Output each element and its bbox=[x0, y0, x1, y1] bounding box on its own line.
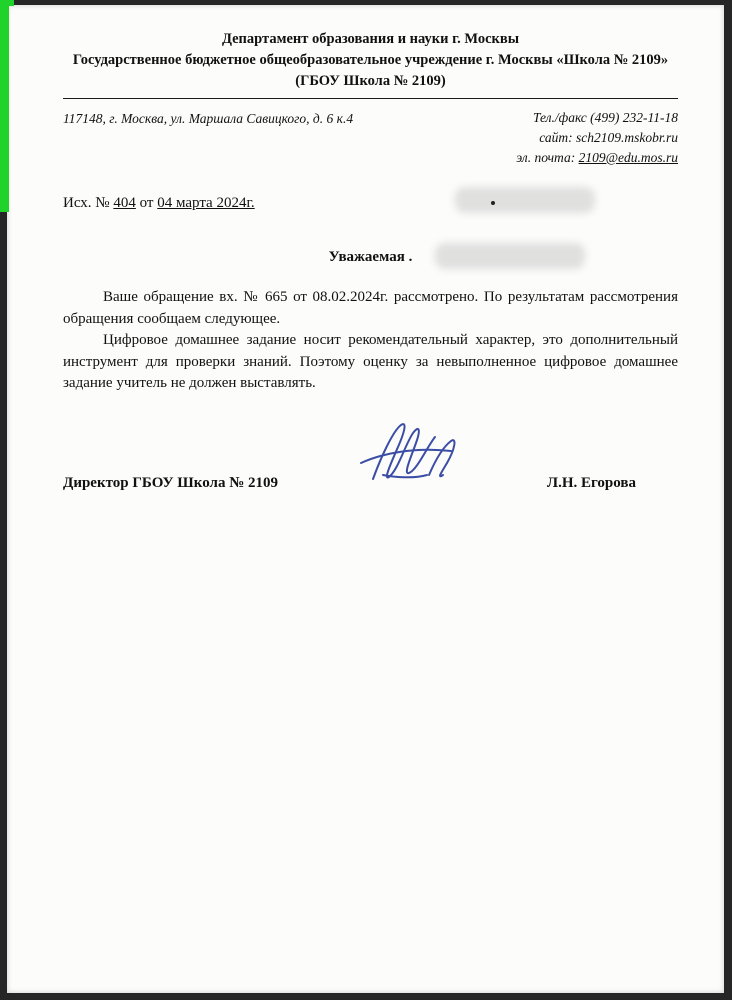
phone-fax: Тел./факс (499) 232-11-18 bbox=[532, 110, 678, 125]
letterhead-department: Департамент образования и науки г. Москвы bbox=[221, 31, 520, 47]
email-address: 2109@edu.mos.ru bbox=[578, 150, 678, 165]
ref-number: 404 bbox=[113, 195, 136, 211]
letterhead bbox=[63, 29, 678, 92]
letterhead-institution: Государственное бюджетное общеобразовательное учреждение г. Москвы «Школа № 2109» bbox=[72, 52, 669, 68]
signer-name: Л.Н. Егорова bbox=[546, 474, 636, 491]
letter-content bbox=[7, 5, 724, 492]
email-label: эл. почта: bbox=[516, 150, 579, 165]
letter-page bbox=[7, 5, 724, 993]
signature-block bbox=[63, 475, 678, 492]
scan-artifact-green-strip bbox=[0, 0, 9, 212]
ref-separator: от bbox=[139, 195, 154, 211]
salutation-text: Уважаемая bbox=[328, 249, 405, 265]
handwritten-signature bbox=[343, 417, 471, 495]
ref-date: 04 марта 2024г. bbox=[157, 195, 255, 211]
redacted-area bbox=[455, 187, 595, 213]
email-line bbox=[516, 148, 678, 168]
salutation-trailing: . bbox=[408, 249, 413, 265]
body-paragraph-1: Ваше обращение вх. № 665 от 08.02.2024г. рассмотрено. По результатам рассмотрения обращения сообщаем следующее. bbox=[63, 289, 678, 327]
signer-title: Директор ГБОУ Школа № 2109 bbox=[63, 474, 279, 491]
outgoing-reference bbox=[63, 195, 678, 212]
website: сайт: sch2109.mskobr.ru bbox=[539, 130, 678, 145]
contact-details bbox=[516, 108, 678, 168]
letterhead-short-name: (ГБОУ Школа № 2109) bbox=[295, 73, 446, 89]
letterhead-divider bbox=[63, 98, 678, 99]
contact-block bbox=[63, 108, 678, 168]
body-paragraph-2: Цифровое домашнее задание носит рекомендательный характер, это дополнительный инструмент для проверки знаний. Поэтому оценку за невыполненное цифровое домашнее задание учитель не должен выставлять. bbox=[63, 332, 678, 391]
postal-address: 117148, г. Москва, ул. Маршала Савицкого, д. 6 к.4 bbox=[63, 111, 354, 126]
redacted-name bbox=[435, 243, 585, 269]
salutation-line bbox=[63, 249, 678, 266]
ink-dot bbox=[491, 201, 495, 205]
ref-label: Исх. № bbox=[63, 195, 110, 211]
